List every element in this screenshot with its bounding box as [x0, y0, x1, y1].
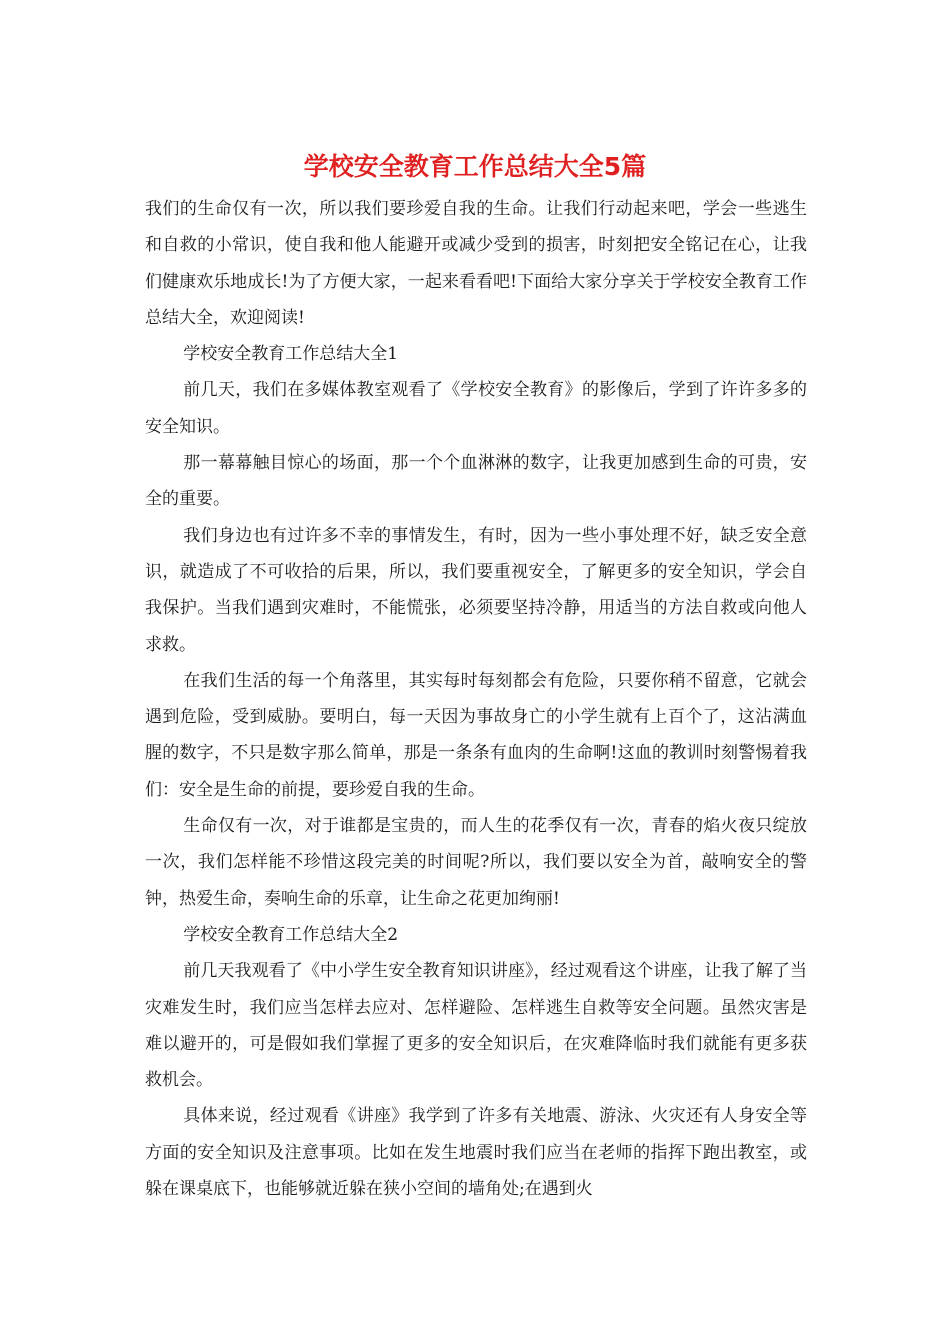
section-1-heading: 学校安全教育工作总结大全1: [183, 344, 399, 365]
section-1-paragraph-3: 我们身边也有过许多不幸的事情发生，有时，因为一些小事处理不好，缺乏安全意识，就造成了不可收拾的后果，所以，我们要重视安全，了解更多的安全知识，学会自我保护。当我们遇到灾难时，不能慌张，必须要坚持冷静，用适当的方法自救或向他人求救。: [145, 525, 807, 655]
section-1-paragraph-5: 生命仅有一次，对于谁都是宝贵的，而人生的花季仅有一次，青春的焰火夜只绽放一次，我们怎样能不珍惜这段完美的时间呢?所以，我们要以安全为首，敲响安全的警钟，热爱生命，奏响生命的乐章，让生命之花更加绚丽!: [145, 816, 807, 909]
section-1-paragraph-2: 那一幕幕触目惊心的场面，那一个个血淋淋的数字，让我更加感到生命的可贵，安全的重要。: [145, 453, 807, 510]
document-title: 学校安全教育工作总结大全5篇: [303, 152, 647, 181]
section-2-paragraph-2: 具体来说，经过观看《讲座》我学到了许多有关地震、游泳、火灾还有人身安全等方面的安全知识及注意事项。比如在发生地震时我们应当在老师的指挥下跑出教室，或躲在课桌底下，也能够就近躲在狭小空间的墙角处;在遇到火: [145, 1106, 807, 1200]
document-body: [145, 191, 807, 1207]
section-2-heading: 学校安全教育工作总结大全2: [183, 924, 399, 945]
section-1-paragraph-1: 前几天，我们在多媒体教室观看了《学校安全教育》的影像后，学到了许许多多的安全知识。: [145, 380, 807, 437]
section-2-paragraph-1: 前几天我观看了《中小学生安全教育知识讲座》，经过观看这个讲座，让我了解了当灾难发生时，我们应当怎样去应对、怎样避险、怎样逃生自救等安全问题。虽然灾害是难以避开的，可是假如我们掌握了更多的安全知识后，在灾难降临时我们就能有更多获救机会。: [145, 961, 807, 1091]
section-1-paragraph-4: 在我们生活的每一个角落里，其实每时每刻都会有危险，只要你稍不留意，它就会遇到危险，受到威胁。要明白，每一天因为事故身亡的小学生就有上百个了，这沾满血腥的数字，不只是数字那么简单，那是一条条有血肉的生命啊!这血的教训时刻警惕着我们：安全是生命的前提，要珍爱自我的生命。: [145, 670, 807, 800]
intro-paragraph: 我们的生命仅有一次，所以我们要珍爱自我的生命。让我们行动起来吧，学会一些逃生和自救的小常识，使自我和他人能避开或减少受到的损害，时刻把安全铭记在心，让我们健康欢乐地成长!为了方便大家，一起来看看吧!下面给大家分享关于学校安全教育工作总结大全，欢迎阅读!: [145, 199, 807, 328]
